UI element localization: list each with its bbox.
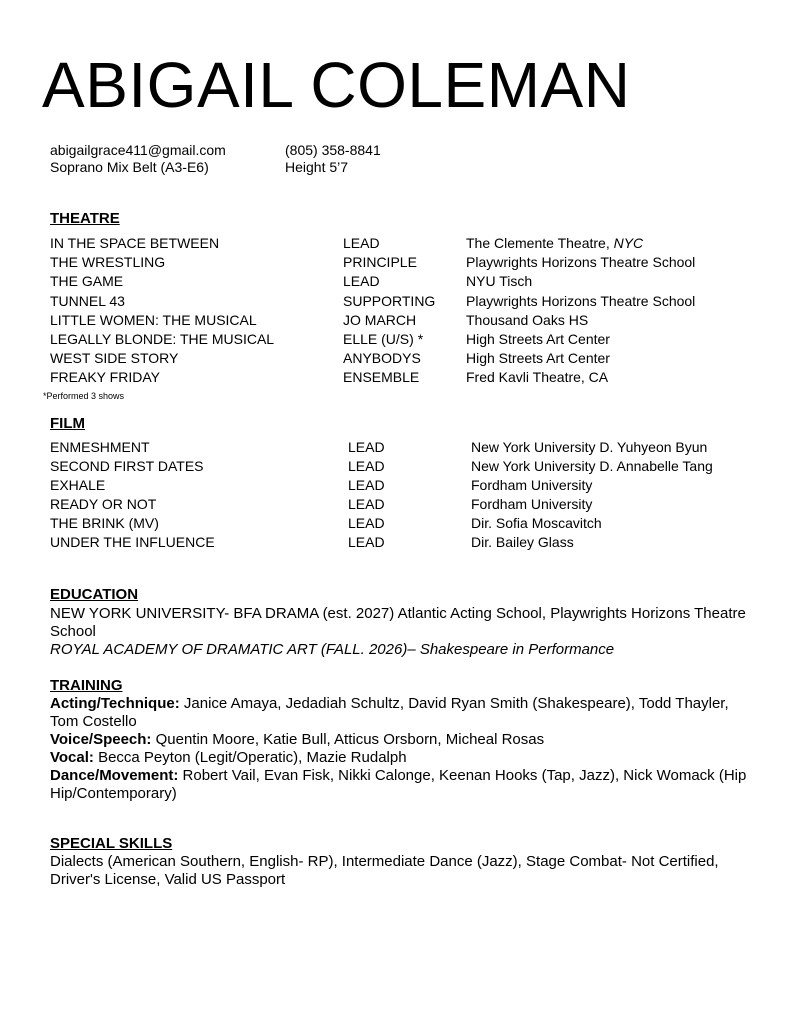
credit-title: FREAKY FRIDAY — [50, 369, 160, 386]
credit-venue-text: The Clemente Theatre, — [466, 235, 614, 251]
credit-venue: Thousand Oaks HS — [466, 311, 589, 328]
credit-role: ENSEMBLE — [343, 369, 420, 386]
credit-role: LEAD — [343, 273, 380, 290]
education-body — [50, 605, 750, 659]
training-item — [50, 695, 750, 731]
height: Height 5’7 — [285, 158, 349, 175]
film-heading: FILM — [50, 415, 85, 432]
voice-type: Soprano Mix Belt (A3-E6) — [50, 158, 209, 175]
credit-role: LEAD — [343, 235, 380, 251]
credit-venue: New York University D. Annabelle Tang — [471, 458, 713, 474]
credit-title: LEGALLY BLONDE: THE MUSICAL — [50, 330, 275, 347]
theatre-heading: THEATRE — [50, 210, 120, 227]
training-item — [50, 731, 750, 749]
training-text: Janice Amaya, Jedadiah Schultz, David Ryan Smith (Shakespeare), Todd Thayler, Tom Costello — [50, 695, 729, 730]
credit-role: LEAD — [348, 439, 385, 455]
training-item — [50, 767, 750, 803]
actor-name: ABIGAIL COLEMAN — [42, 49, 631, 121]
credit-title: THE GAME — [50, 273, 124, 290]
training-label: Voice/Speech: — [50, 731, 152, 748]
footnote: *Performed 3 shows — [43, 391, 125, 401]
credit-title: LITTLE WOMEN: THE MUSICAL — [50, 311, 257, 328]
education-heading: EDUCATION — [50, 586, 139, 603]
credit-title: WEST SIDE STORY — [50, 350, 179, 367]
training-label: Acting/Technique: — [50, 695, 180, 712]
phone: (805) 358-8841 — [285, 142, 381, 158]
credit-title: THE BRINK (MV) — [50, 515, 159, 531]
training-text: Becca Peyton (Legit/Operatic), Mazie Rudalph — [93, 749, 407, 766]
credit-role: LEAD — [348, 458, 385, 474]
credit-venue: Playwrights Horizons Theatre School — [466, 254, 696, 271]
credit-venue: Fordham University — [471, 477, 593, 493]
training-heading: TRAINING — [50, 677, 123, 694]
credit-venue: Fred Kavli Theatre, CA — [466, 369, 609, 386]
education-line-italic: ROYAL ACADEMY OF DRAMATIC ART (FALL. 2026)– Shakespeare in Performance — [50, 641, 615, 658]
credit-venue: Dir. Sofia Moscavitch — [471, 515, 602, 531]
credit-venue — [466, 234, 643, 253]
credit-role: LEAD — [348, 477, 385, 493]
credit-role: ELLE (U/S) * — [343, 330, 424, 347]
credit-venue: Fordham University — [471, 496, 593, 512]
special-skills-heading: SPECIAL SKILLS — [50, 835, 173, 852]
credit-role: LEAD — [348, 496, 385, 512]
credit-title: TUNNEL 43 — [50, 292, 125, 309]
email: abigailgrace411@gmail.com — [50, 142, 226, 158]
contact-right — [285, 142, 381, 175]
credit-title: READY OR NOT — [50, 496, 157, 512]
training-label: Dance/Movement: — [50, 767, 179, 784]
credit-venue: High Streets Art Center — [466, 330, 610, 347]
education-line: NEW YORK UNIVERSITY- BFA DRAMA (est. 2027) Atlantic Acting School, Playwrights Horizons Theatre School — [50, 605, 746, 640]
training-item — [50, 749, 750, 767]
credit-venue: Playwrights Horizons Theatre School — [466, 292, 696, 309]
credit-venue-city: NYC — [613, 235, 644, 251]
training-body — [50, 695, 750, 803]
credit-title: SECOND FIRST DATES — [50, 458, 204, 474]
credit-role: ANYBODYS — [343, 350, 421, 367]
contact-left — [50, 142, 226, 175]
credit-role: LEAD — [348, 534, 385, 550]
credit-venue: NYU Tisch — [466, 273, 533, 290]
credit-role: LEAD — [348, 515, 385, 531]
education-line — [50, 641, 750, 659]
credit-title: EXHALE — [50, 477, 106, 493]
training-text: Quentin Moore, Katie Bull, Atticus Orsborn, Micheal Rosas — [151, 731, 545, 748]
credit-title: UNDER THE INFLUENCE — [50, 534, 215, 550]
credit-role: JO MARCH — [343, 311, 417, 328]
special-skills-body: Dialects (American Southern, English- RP), Intermediate Dance (Jazz), Stage Combat- Not Certified, Driver's License, Valid US Passport — [50, 853, 719, 888]
credit-title: IN THE SPACE BETWEEN — [50, 235, 220, 251]
credit-role: PRINCIPLE — [343, 254, 417, 271]
credit-venue: New York University D. Yuhyeon Byun — [471, 439, 708, 455]
credit-venue: High Streets Art Center — [466, 350, 610, 367]
credit-title: ENMESHMENT — [50, 439, 150, 455]
credit-role: SUPPORTING — [343, 292, 436, 309]
credit-venue: Dir. Bailey Glass — [471, 534, 574, 550]
credit-title: THE WRESTLING — [50, 254, 166, 271]
training-label: Vocal: — [50, 749, 94, 766]
training-text: Robert Vail, Evan Fisk, Nikki Calonge, Keenan Hooks (Tap, Jazz), Nick Womack (Hip Hip/Contemporary) — [50, 767, 747, 802]
